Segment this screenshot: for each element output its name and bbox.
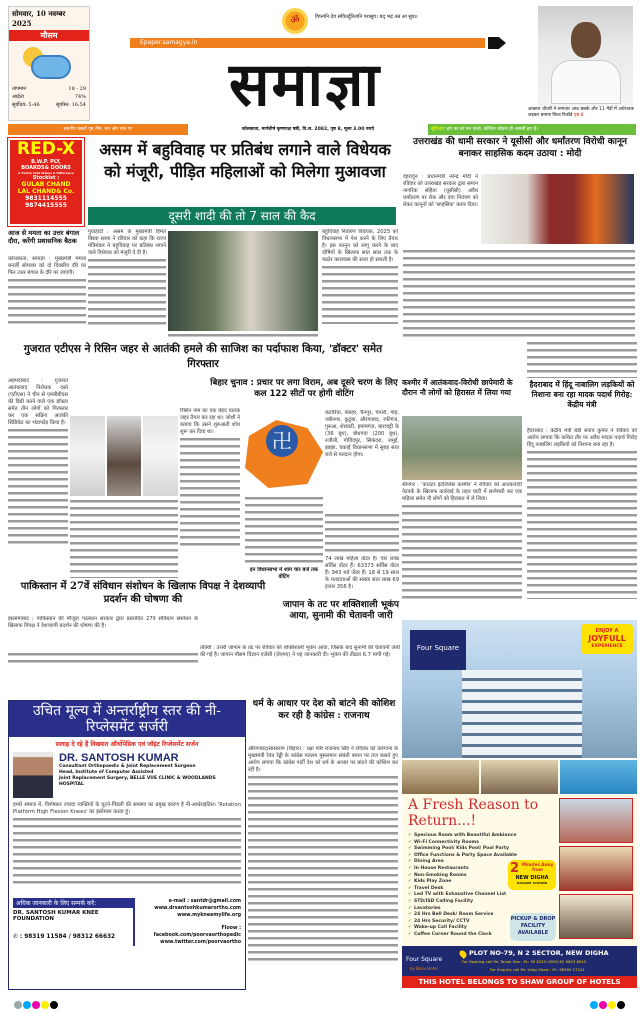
- weather-cloud-icon: [9, 41, 89, 85]
- sunrise: सूर्योदय: 5:46: [12, 102, 40, 108]
- hotel-side-photos: [559, 798, 633, 939]
- gujarat-suspects-photos: [70, 416, 178, 496]
- kashmir-photo: [402, 416, 522, 480]
- hyderabad-prev-story: [527, 340, 637, 378]
- redx-stockist: Stockist :: [32, 175, 60, 181]
- bihar-headline[interactable]: बिहार चुनाव : प्रचार पर लगा विराम, अब दूसरे चरण के लिए कल 122 सीटों पर होगी वोटिंग: [210, 378, 398, 399]
- uttarakhand-photo: [481, 174, 634, 244]
- knee-fb[interactable]: Floow : facebook.com/poorvaorthopedic: [153, 926, 241, 938]
- knee-tw[interactable]: www.twitter.com/poorvaortho: [160, 940, 241, 945]
- hotel-feature-list: [408, 833, 517, 939]
- redx-dealer2: LAL CHAND& Co.: [17, 188, 75, 195]
- knee-web1[interactable]: www.drsantoshkumarortho.com: [154, 906, 241, 911]
- registration-color-dots-right: [590, 994, 626, 1013]
- website-link[interactable]: Epaper.samagya.in: [140, 39, 198, 46]
- foundation-name: DR. SANTOSH KUMAR KNEE FOUNDATION: [13, 910, 99, 922]
- doctor-photo: [13, 752, 53, 798]
- kashmir-headline[interactable]: कश्मीर में आतंकवाद-विरोधी छापेमारी के दौरान नौ लोगों को हिरासत में लिया गया: [402, 378, 513, 397]
- hotel-feature-item: ✔ Swimming Pool/ Kids Pool/ Pool Party: [408, 846, 509, 852]
- gujarat-body-col2: [70, 498, 178, 578]
- joyfull-badge: ENJOY A JOYFULL EXPERIENCE: [581, 624, 633, 654]
- bihar-note: इन विधानसभा में शाम चार बजे तक वोटिंग: [250, 567, 318, 580]
- hotel-footer-sub: by Basu Hotel: [410, 966, 438, 971]
- temp-value: 18 - 29: [68, 86, 86, 92]
- check-icon: ✔: [408, 865, 412, 871]
- hotel-enquiry: For Enquiry call Mr. Uday Shaw : M.: 98300 17241: [490, 967, 585, 972]
- check-icon: ✔: [408, 898, 412, 904]
- pickup-badge: PICKUP & DROP FACILITY AVAILABLE: [510, 913, 556, 941]
- congress-body: औरंगाबाद/सासाराम (बिहार) : रक्षा मंत्री राजनाथ सिंह ने रविवार को तेलंगाना के मुख्यमंत्री रेवंत रेड्डी के कांग्रेस मतलब मुसलमान संबंधी बयान पर तंज कसते हुए आरोप लगाया कि कांग्रेस पार्टी देश को धर्म के आधार पर बांटने की कोशिश कर रही है।: [248, 746, 398, 990]
- hyderabad-body: हैदराबाद : केंद्रीय मंत्री बंडी संजय कुमार ने रविवार को आरोप लगाया कि कथित तौर पर अवैध मादक पदार्थ गिरोह हिंदू नाबालिग लड़कियों को निशाना बना रहा है।: [527, 428, 637, 617]
- hyderabad-headline[interactable]: हैदराबाद में हिंदू नाबालिग लड़कियों को निशाना बना रहा मादक पदार्थ गिरोह: केंद्रीय मंत्री: [529, 380, 635, 409]
- hotel-feature-item: ✔ Lavatories: [408, 905, 441, 911]
- info-strip: [8, 124, 636, 135]
- cricketer-photo: [538, 6, 633, 106]
- pakistan-headline[interactable]: पाकिस्तान में 27वें संविधान संशोधन के खिलाफ विपक्ष ने देशव्यापी प्रदर्शन की घोषणा की: [20, 581, 266, 605]
- hotel-feature-item: ✔ Specious Room with Beautiful Ambiance: [408, 833, 517, 838]
- bihar-body-cont: [245, 495, 323, 565]
- hotel-feature-item: ✔ Coffee Corner Round the Clock: [408, 931, 492, 937]
- knee-email[interactable]: e-mail : santdr@gmail.com: [168, 899, 241, 904]
- redx-dealer1: GULAB CHAND: [21, 181, 71, 188]
- kashmir-body: श्रीनगर : 'काउंटर इंटेलिजेंस कश्मीर' ने रविवार को आतंकवादी नेटवर्क के खिलाफ कार्रवाई के तहत घाटी में छापेमारी कर एक महिला समेत नौ लोगों को हिरासत में ले लिया।: [402, 482, 522, 617]
- gujarat-body2: रिसिन नाम का एक बेहद घातक जहर तैयार कर रहा था। जोशी ने बताया कि उसने शुरुआती शोध शुरू कर दिया था।: [180, 408, 240, 578]
- hotel-feature-item: ✔ Led TV with Exhaustive Channel List: [408, 892, 507, 898]
- uttarakhand-headline[interactable]: उत्तराखंड की धामी सरकार ने यूसीसी और धर्मांतरण विरोधी कानून बनाकर साहसिक कदम उठाया : मोदी: [413, 137, 627, 159]
- hotel-feature-item: ✔ STD/ISD Calling Facility: [408, 898, 474, 904]
- sun-om-icon: [280, 6, 310, 36]
- redx-phone2: 9874415555: [25, 202, 67, 209]
- registration-color-dots: [14, 994, 59, 1013]
- hotel-footer-brand: Four Square: [406, 956, 443, 963]
- humidity-label: आर्द्रता: [12, 94, 24, 100]
- hotel-booking: For Booking call Mr. Tamal Das : M.: 90 8325 0083/ 82 9653 8545: [462, 959, 587, 964]
- uttarakhand-body: देहरादून : प्रधानमंत्री नरेन्द्र मोदी ने रविवार को उत्तराखंड सरकार द्वारा समान नागरिक संहिता (यूसीसी) अवैध धर्मांतरण पर रोक और दंगा नियंत्रण को लेकर कानूनों को 'साहसिक' करार दिया।: [403, 174, 478, 208]
- newspaper-logo: समाज्ञा: [229, 50, 381, 120]
- lead-body-col1: गुवाहाटी : असम के मुख्यमंत्री हिमंत बिस्वा सरमा ने रविवार को कहा कि राज्य मंत्रिमंडल ने बहुविवाह पर प्रतिबंध लगाने वाले विधेयक को मंजूरी दे दी है।: [88, 229, 166, 341]
- check-icon: ✔: [408, 918, 412, 924]
- bihar-body: कटोरिया, बेलहर, चैनपुर, चेनारी, गोह, नबीनगर, कुटुंबा, औरंगाबाद, रफीगंज, गुरुआ, शेरघाटी, इमामगंज, बाराचट्टी के (36 बूथ), बोधगया (200 बूथ), रजौली, गोविंदपुर, सिकंदरा, जमुई, झाझा, चकाई विधानसभा में सुबह सात बजे से मतदान होगा।: [325, 410, 399, 458]
- knee-phone[interactable]: ✆ : 98319 11584 / 98312 66632: [13, 934, 116, 940]
- hotel-banner-ad[interactable]: [402, 620, 637, 758]
- hotel-logo: Four Square: [410, 630, 466, 670]
- check-icon: ✔: [408, 925, 412, 931]
- date: सोमवार, 10 नवम्बर 2025: [12, 9, 66, 28]
- check-icon: ✔: [408, 905, 412, 911]
- mamata-headline[interactable]: आज से ममता का उत्तर बंगाल दौरा, करेंगी प्रशासनिक बैठक: [8, 229, 80, 245]
- bihar-body-cont2: [325, 512, 399, 554]
- check-icon: ✔: [408, 879, 412, 885]
- hotel-feature-item: ✔ Travel Desk: [408, 885, 444, 891]
- hotel-address: PLOT NO-79, N 2 SECTOR, NEW DIGHA: [469, 949, 609, 957]
- hotel-headline: A Fresh Reason to Return...!: [408, 797, 539, 829]
- doctor-name: DR. SANTOSH KUMAR: [59, 752, 179, 764]
- redx-line1: B.W.P. PLY,: [31, 159, 61, 165]
- check-icon: ✔: [408, 846, 412, 852]
- doctor-role2: Head, Institute of Computer Assisted: [59, 770, 154, 775]
- contact-banner: अधिक जानकारी के लिए सम्पर्क करें:: [13, 898, 133, 908]
- knee-ad-body: हमारे समाज में, विशेषकर ज्यादा व्यक्तियों के घुटने-पिंडली की समस्या का प्रमुख कारण है नी-आर्थराइटिस। 'Rotation Platform High Flexion Knees' का इस्तेमाल करता हूं।: [9, 800, 245, 896]
- humidity-value: 74%: [74, 94, 86, 100]
- website-bar[interactable]: [130, 38, 485, 48]
- hotel-feature-item: ✔ Wi-Fi Connectivity Rooms: [408, 839, 479, 845]
- hotel-footer: [402, 946, 637, 976]
- knee-ad-title: उचित मूल्य में अन्तर्राष्ट्रीय स्तर की नी-रिप्लेसमेंट सर्जरी: [9, 701, 245, 737]
- knee-ad-subtitle: सलाह दे रहे हैं विख्यात ऑर्थोपेडिक एवं जॉइंट रिप्लेसमेंट सर्जन: [55, 741, 199, 748]
- knee-web2[interactable]: www.mykneemylife.org: [177, 913, 241, 918]
- check-icon: ✔: [408, 852, 412, 858]
- doctor-role1: Consultant Orthopaedic & Joint Replacement Surgeon: [59, 764, 196, 769]
- hotel-feature-item: ✔ Non-Smoking Rooms: [408, 872, 467, 878]
- doctor-role3: Joint Replacement Surgery, BELLE VUE CLINIC & WOODLANDS HOSPITAL: [59, 776, 216, 787]
- hotel-group-banner: THIS HOTEL BELONGS TO SHAW GROUP OF HOTELS: [402, 976, 637, 988]
- hotel-room-photos: [402, 760, 637, 794]
- hotel-feature-item: ✔ 24 Hrs Security/ CCTV: [408, 918, 470, 924]
- hotel-building-graphic: [462, 670, 582, 758]
- knee-surgery-advertisement[interactable]: [8, 700, 246, 990]
- check-icon: ✔: [408, 833, 412, 838]
- redx-brand: RED-X: [17, 139, 75, 159]
- check-icon: ✔: [408, 839, 412, 845]
- gujarat-body: अहमदाबाद : गुजरात आतंकवाद निरोधक दस्ते (एटीएस) ने चीन से एमबीबीएस की डिग्री करने वाले एक डॉक्टर समेत तीन लोगों को गिरफ्तार कर एक सक्रिय आतंकी सिंडिकेट का भंडाफोड़ किया है।: [8, 378, 68, 578]
- congress-headline[interactable]: धर्म के आधार पर देश को बांटने की कोशिश कर रही है कांग्रेस : राजनाथ: [252, 699, 396, 721]
- check-icon: ✔: [408, 872, 412, 878]
- uttarakhand-body-cont: [403, 248, 635, 338]
- location-pin-icon: [458, 949, 468, 959]
- hotel-feature-item: ✔ Kids Play Zone: [408, 879, 452, 885]
- check-icon: ✔: [408, 859, 412, 865]
- strip-right: सुविचार: हार का डर मत पालो, कोशिश छोड़ना ही असली हार है।: [428, 124, 636, 135]
- strip-center: कोलकाता, मार्गशीर्ष कृष्णपक्ष षष्ठी, वि.स. 2082, पृष्ठ 8, मूल्य 3.00 रुपये: [188, 124, 428, 135]
- check-icon: ✔: [408, 885, 412, 891]
- redx-phone1: 9831114555: [25, 195, 67, 202]
- hotel-feature-item: ✔ Wake-up Call Facility: [408, 925, 467, 931]
- pen-nib-icon: [488, 37, 506, 49]
- lead-body-col3: बहुविवाह निवारण विधेयक, 2025 को विधानसभा में पेश करने के लिए तैयार है। इस कानून को लागू करने के बाद दोषियों के खिलाफ सात साल तक के कठोर कारावास की सजा हो सकती है।: [322, 229, 398, 341]
- four-square-hotel-ad[interactable]: [402, 760, 637, 988]
- sunset: सूर्यास्त: 16:54: [55, 102, 86, 108]
- hotel-feature-item: ✔ In House Restaurants: [408, 865, 469, 871]
- date-weather-box: [8, 6, 90, 121]
- lead-caption: [168, 332, 318, 341]
- lead-subhead: दूसरी शादी की तो 7 साल की कैद: [88, 207, 396, 225]
- lead-headline[interactable]: असम में बहुविवाह पर प्रतिबंध लगाने वाले विधेयक को मंजूरी, पीड़ित महिलाओं को मिलेगा मुआवजा: [99, 140, 391, 181]
- check-icon: ✔: [408, 912, 412, 918]
- pakistan-body: इस्लामाबाद : पाकिस्तान की मौजूदा गठबंधन सरकार द्वारा प्रस्तावित 27वें संविधान संशोधन के खिलाफ विपक्ष ने देशव्यापी प्रदर्शन की घोषणा की है।: [8, 616, 198, 629]
- photo-caption: आकाश चौधरी ने लगातार आठ छक्के और 11 गेंदों में अर्धशतक जड़कर बनाया विश्व रिकॉर्ड पृष्ठ 8: [528, 107, 634, 118]
- lead-photo: [168, 231, 318, 331]
- hotel-feature-item: ✔ 24 Hrs Bell Desk/ Room Service: [408, 912, 494, 918]
- temp-label: तापमान: [12, 86, 27, 92]
- pakistan-body-col2: [8, 651, 198, 665]
- om-symbol: ॐ: [290, 15, 300, 26]
- redx-advertisement[interactable]: [8, 138, 84, 226]
- gujarat-headline[interactable]: गुजरात एटीएस ने रिसिन जहर से आतंकी हमले की साजिश का पर्दाफाश किया, 'डॉक्टर' समेत गिरफ्तार: [23, 343, 383, 370]
- hotel-feature-item: ✔ Dining Area: [408, 859, 444, 865]
- japan-headline[interactable]: जापान के तट पर शक्तिशाली भूकंप आया, सुनामी की चेतावनी जारी: [282, 600, 400, 621]
- ballot-stamp-icon: 卍: [266, 425, 298, 457]
- check-icon: ✔: [408, 892, 412, 898]
- strip-left: स्थानीय खबरों पृष्ठ तीन, चार और पांच पर: [8, 124, 188, 135]
- hotel-feature-item: ✔ Office Functions & Party Space Available: [408, 852, 517, 858]
- motto: विघ्नानि देव सवितर्दुरितानि परासुव। यद् भद्रं तन्न आ सुव॥: [315, 14, 418, 20]
- weather-label: मौसम: [9, 30, 89, 41]
- minutes-badge: 2 Minutes Away from NEW DIGHA RAILWAY STATION: [508, 860, 556, 890]
- redx-line2: BOARDS& DOORS: [21, 165, 71, 171]
- check-icon: ✔: [408, 931, 412, 937]
- mamata-body: कोलकाता, समाज्ञा : मुख्यमंत्री ममता बनर्जी सोमवार को दो दिवसीय दौरे पर फिर उत्तर बंगाल के दौरे पर जाएंगी।: [8, 256, 86, 340]
- japan-body: तोक्यो : उत्तरी जापान के तट पर रविवार को शक्तिशाली भूकंप आया, जिसके बाद सुनामी की चेतावनी जारी की गई है। जापान मौसम विज्ञान एजेंसी (जेएमए) ने यह जानकारी दी। भूकंप की तीव्रता 6.7 मापी गई।: [200, 645, 400, 658]
- bihar-stats: 74 लाख महिला वोटर हैं। चार लाख सर्विस वोटर हैं। 63373 सर्विस वोटर हैं। 943 थर्ड जेंडर हैं। 18 से 19 साल के मतदाताओं की संख्या सात लाख 69 हजार 356 है।: [325, 556, 399, 590]
- redx-tagline: X Factor that Makes A Difference: [18, 171, 74, 175]
